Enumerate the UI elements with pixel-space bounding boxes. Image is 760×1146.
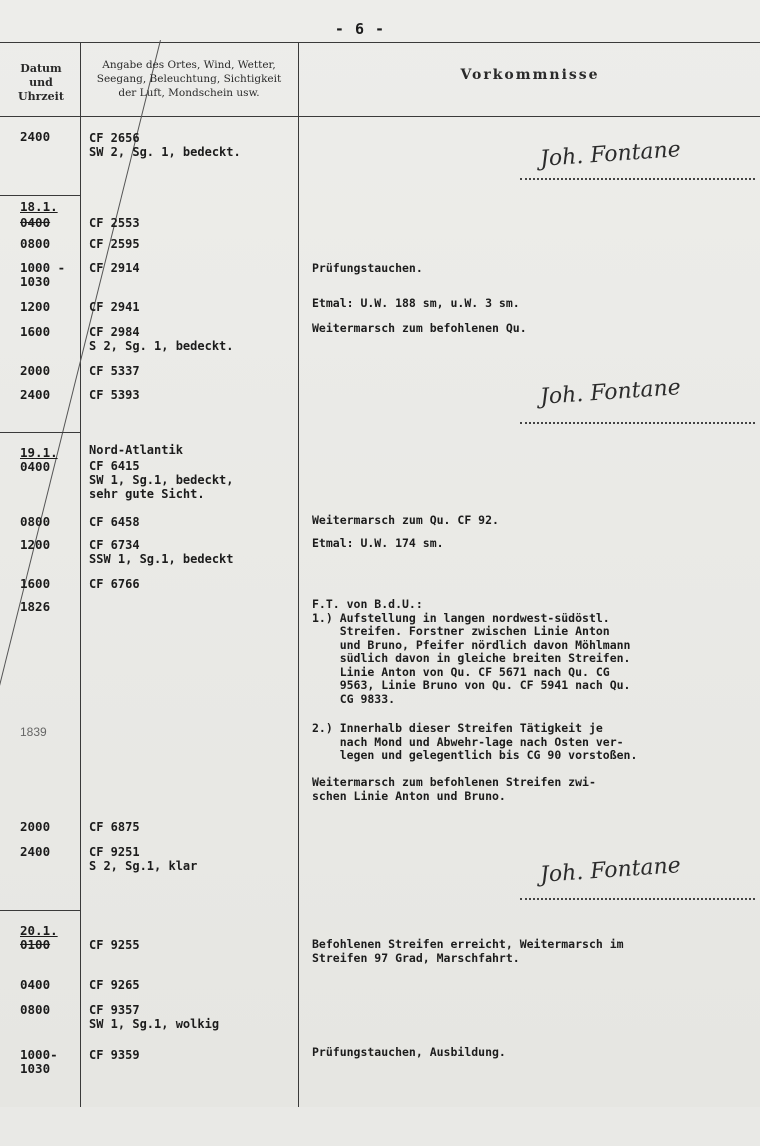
- row-position: Nord-Atlantik: [89, 443, 183, 457]
- row-position: CF 6415 SW 1, Sg.1, bedeckt, sehr gute Sicht.: [89, 459, 234, 501]
- row-position: CF 5337: [89, 364, 140, 378]
- row-date: 1600: [20, 324, 51, 339]
- row-event: Weitermarsch zum Qu. CF 92.: [312, 513, 499, 527]
- row-event: Prüfungstauchen, Ausbildung.: [312, 1045, 506, 1059]
- header-top-line: [0, 42, 760, 43]
- row-date: 20.1.: [20, 923, 58, 938]
- row-position: CF 6875: [89, 820, 140, 834]
- row-date: 1200: [20, 299, 51, 314]
- day-separator: [0, 910, 80, 911]
- row-date: 1200: [20, 537, 51, 552]
- header-date-text: Datum und Uhrzeit: [18, 62, 64, 103]
- signature: Joh. Fontane: [539, 375, 682, 410]
- row-date: 0100: [20, 937, 51, 952]
- row-position: CF 2595: [89, 237, 140, 251]
- row-date: 2400: [20, 387, 51, 402]
- row-date: 19.1.: [20, 445, 58, 460]
- row-date: 0800: [20, 236, 51, 251]
- row-date: 0800: [20, 514, 51, 529]
- header-position-text: Angabe des Ortes, Wind, Wetter, Seegang, Beleuchtung, Sichtigkeit der Luft, Mondschein usw.: [96, 59, 282, 99]
- header-date-column: [8, 62, 74, 104]
- row-position: CF 2914: [89, 261, 140, 275]
- row-event: Etmal: U.W. 188 sm, u.W. 3 sm.: [312, 296, 520, 310]
- row-date: 2400: [20, 844, 51, 859]
- row-position: CF 2941: [89, 300, 140, 314]
- row-event: 2.) Innerhalb dieser Streifen Tätigkeit je nach Mond und Abwehr-lage nach Osten ver- legen und gelegentlich bis CG 90 vorstoßen. Weitermarsch zum befohlenen Streifen zwi- schen Linie Anton und Bruno.: [312, 721, 638, 803]
- row-position: CF 6766: [89, 577, 140, 591]
- row-event: Etmal: U.W. 174 sm.: [312, 536, 444, 550]
- row-date: 1600: [20, 576, 51, 591]
- row-position: CF 9251 S 2, Sg.1, klar: [89, 845, 198, 873]
- row-position: CF 5393: [89, 388, 140, 402]
- row-position: CF 9359: [89, 1048, 140, 1062]
- row-event: F.T. von B.d.U.: 1.) Aufstellung in langen nordwest-südöstl. Streifen. Forstner zwischen Linie Anton und Bruno, Pfeifer nördlich davon Möhlmann südlich davon in gleiche breiten Streifen. Linie Anton von Qu. CF 5671 nach Qu. CG 9563, Linie Bruno von Qu. CF 5941 nach Qu. CG 9833.: [312, 597, 631, 706]
- day-separator: [0, 195, 80, 196]
- row-position: CF 6734 SSW 1, Sg.1, bedeckt: [89, 538, 234, 566]
- row-event: Prüfungstauchen.: [312, 261, 423, 275]
- header-position-column: [82, 58, 296, 100]
- row-date: 0400: [20, 215, 51, 230]
- row-date: 2000: [20, 363, 51, 378]
- signature: Joh. Fontane: [539, 137, 682, 172]
- row-date: 1000- 1030: [20, 1047, 58, 1076]
- row-date: 0400: [20, 977, 51, 992]
- row-date: 2400: [20, 129, 51, 144]
- row-date: 18.1.: [20, 199, 58, 214]
- row-date: 2000: [20, 819, 51, 834]
- day-separator: [0, 432, 80, 433]
- row-position: CF 9265: [89, 978, 140, 992]
- row-position: CF 9255: [89, 938, 140, 952]
- header-events-column: Vorkommnisse: [460, 67, 600, 83]
- page-number: - 6 -: [334, 20, 386, 38]
- row-date: 0400: [20, 459, 51, 474]
- row-date: 0800: [20, 1002, 51, 1017]
- separator-dots: [520, 178, 755, 180]
- row-position: CF 9357 SW 1, Sg.1, wolkig: [89, 1003, 220, 1031]
- row-position: CF 6458: [89, 515, 140, 529]
- header-bottom-line: [0, 116, 760, 117]
- row-position: CF 2553: [89, 216, 140, 230]
- row-date: 1826: [20, 599, 51, 614]
- row-date: 1000 - 1030: [20, 260, 66, 289]
- row-position: CF 2984 S 2, Sg. 1, bedeckt.: [89, 325, 234, 353]
- signature: Joh. Fontane: [539, 853, 682, 888]
- row-event: Befohlenen Streifen erreicht, Weitermarsch im Streifen 97 Grad, Marschfahrt.: [312, 937, 624, 965]
- row-date: 1839: [20, 725, 47, 739]
- separator-dots: [520, 422, 755, 424]
- row-position: CF 2656 SW 2, Sg. 1, bedeckt.: [89, 131, 241, 159]
- row-event: Weitermarsch zum befohlenen Qu.: [312, 321, 527, 335]
- separator-dots: [520, 898, 755, 900]
